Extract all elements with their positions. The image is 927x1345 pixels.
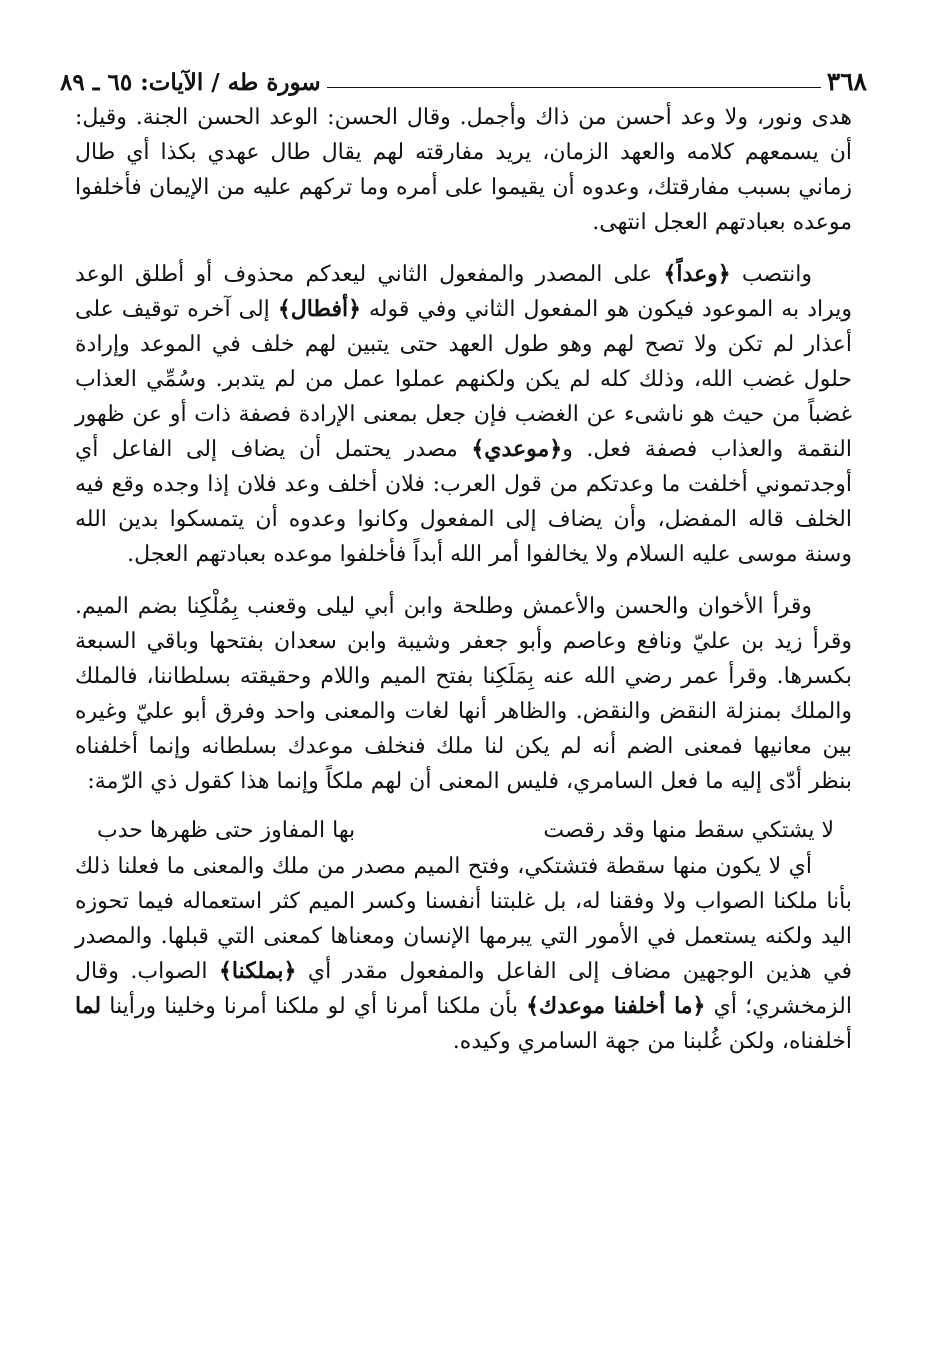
text-run: وقرأ الأخوان والحسن والأعمش وطلحة وابن أبي ليلى وقعنب بِمُلْكِنا بضم الميم. وقرأ زيد بن عليّ ونافع وعاصم وأبو جعفر وشيبة وابن سعدان بفتحها وباقي السبعة بكسرها. وقرأ عمر رضي الله عنه بِمَلَكِنا بفتح الميم واللام وحقيقته بسلطاننا، فالملك والملك بمنزلة النقض والنقض. والظاهر أنها لغات والمعنى واحد وفرق أبو عليّ وغيره بين معانيها فمعنى الضم أنه لم يكن لنا ملك فنخلف موعدك بسلطانه وإنما أخلفناه بنظر أدّى إليه ما فعل السامري، فليس المعنى أن لهم ملكاً وإنما هذا كقول ذي الرّمة: — [75, 594, 852, 794]
text-run: وانتصب — [730, 262, 812, 287]
verse-first-hemistich: لا يشتكي سقط منها وقد رقصت — [543, 818, 834, 843]
text-run: أي لا يكون منها سقطة فتشتكي، وفتح الميم مصدر من ملك والمعنى ما فعلنا ذلك بأنا ملكنا الصواب ولا وفقنا له، بل غلبتنا أنفسنا وكسر الميم كثر استعماله فيما تحوزه اليد ولكنه يستعمل في الأمور التي يبرمها الإنسان ومعناها كمعنى التي قبلها. والمصدر في هذين الوجهين مضاف إلى الفاعل والمفعول مقدر أي — [75, 854, 853, 984]
verse-second-hemistich: بها المفاوز حتى ظهرها حدب — [97, 818, 356, 843]
paragraph-1 — [75, 100, 852, 240]
header-rule — [327, 87, 821, 88]
quran-quote: ﴿ما أخلفنا موعدك﴾ — [526, 993, 706, 1019]
text-run: على المصدر والمفعول الثاني ليعدكم محذوف أو أطلق الوعد ويراد به الموعود فيكون هو المفعول الثاني وفي قوله — [75, 262, 853, 322]
page-body — [75, 100, 852, 1059]
text-run: هدى ونور، ولا وعد أحسن من ذاك وأجمل. وقال الحسن: الوعد الحسن الجنة. وقيل: أن يسمعهم كلامه والعهد الزمان، يريد مفارقته لهم يقال طال عهدي بكذا أي طال زماني بسبب مفارقتك، وعدوه أن يقيموا على أمره وما تركهم عليه من الإيمان فأخلفوا موعده بعبادتهم العجل انتهى. — [75, 105, 852, 235]
paragraph-4 — [75, 849, 852, 1059]
paragraph-2 — [75, 257, 852, 572]
quran-quote: ﴿بملكنا﴾ — [218, 958, 297, 984]
quran-quote: ﴿أفطال﴾ — [277, 296, 361, 322]
text-run: الصواب. وقال الزمخشري؛ أي — [75, 959, 852, 1019]
page-header — [60, 54, 867, 94]
running-title: سورة طه / الآيات: ٦٥ ـ ٨٩ — [60, 69, 321, 96]
quran-quote: ﴿موعدي﴾ — [471, 436, 563, 462]
text-run: مصدر يحتمل أن يضاف إلى الفاعل أي أوجدتموني أخلفت ما وعدتكم من قول العرب: فلان أخلف وعد فلان إذا وجده وقع فيه الخلف قاله المفضل، وأن يضاف إلى المفعول وكانوا وعدوه أن يتمسكوا بدين الله وسنة موسى عليه السلام ولا يخالفوا أمر الله أبداً فأخلفوا موعده بعبادتهم العجل. — [75, 437, 852, 567]
text-run: أخلفناه، ولكن غُلبنا من جهة السامري وكيده. — [452, 1029, 852, 1054]
text-run: بأن ملكنا أمرنا أي لو ملكنا أمرنا وخلينا ورأينا — [101, 994, 527, 1019]
paragraph-3 — [75, 589, 852, 799]
page-number: ٣٦٨ — [826, 67, 867, 96]
poetry-verse — [75, 813, 852, 849]
text-run: إلى آخره توقيف على أعذار لم تكن ولا تصح لهم وهو طول العهد حتى يتبين لهم خلف في الموعد وإرادة حلول غضب الله، وذلك كله لم يكن ولكنهم عملوا عمل من لم يتدبر. وسُمِّي العذاب غضباً من حيث هو ناشىء عن الغضب فإن جعل بمعنى الإرادة فصفة ذات أو عن ظهور النقمة والعذاب فصفة فعل. و — [75, 297, 852, 462]
quran-quote: لما — [75, 993, 102, 1019]
quran-quote: ﴿وعداً﴾ — [663, 261, 731, 287]
